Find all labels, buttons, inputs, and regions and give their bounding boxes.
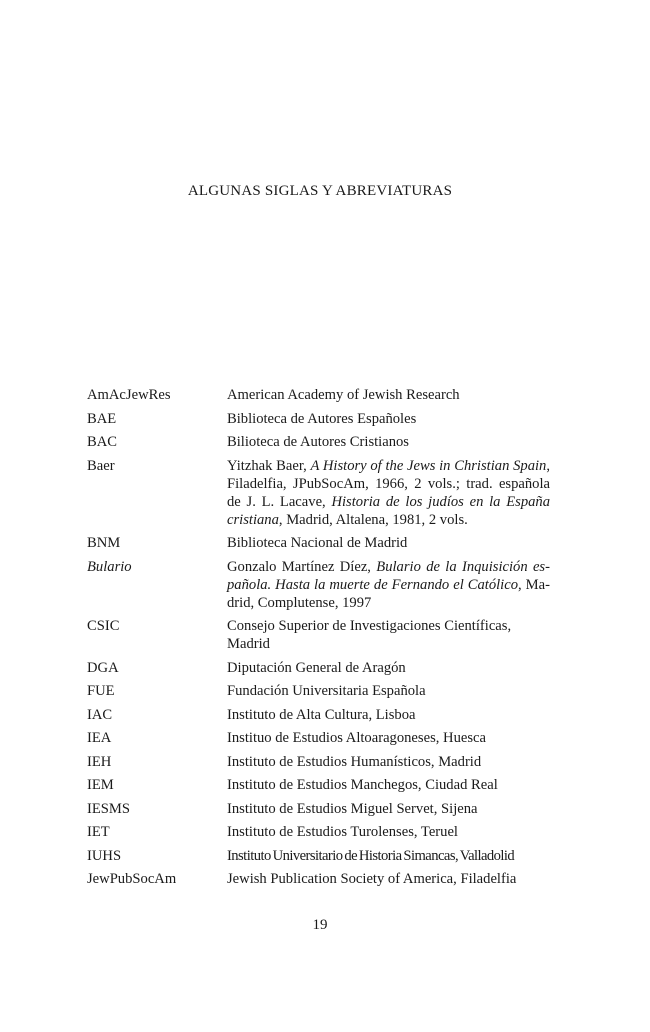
definition: Instituto de Estudios Humanísticos, Madrid <box>227 753 482 770</box>
entry-iesms <box>87 800 552 818</box>
definition: Instituto de Alta Cultura, Lisboa <box>227 706 416 723</box>
definition: Diputación General de Aragón <box>227 659 406 676</box>
entry-iuhs <box>87 847 552 865</box>
definition: Consejo Superior de Investigaciones Científicas, Madrid <box>227 618 512 652</box>
definition-text: Gonzalo Martínez Díez, <box>227 558 377 575</box>
abbreviation: IEM <box>87 777 114 793</box>
book-title: A History of the Jews in Christian Spain <box>310 457 547 474</box>
abbreviation: Baer <box>87 457 115 474</box>
definition <box>227 457 550 529</box>
abbreviation: IEA <box>87 730 112 746</box>
abbreviation: FUE <box>87 683 115 699</box>
book-title: Historia de los judíos en la España cristiana <box>227 493 551 528</box>
definition: Biblioteca Nacional de Madrid <box>227 535 408 551</box>
entry-dga <box>87 659 552 677</box>
entry-baer <box>87 457 552 529</box>
abbreviation: IET <box>87 824 110 840</box>
abbreviation-list <box>87 386 552 894</box>
abbreviation: BAC <box>87 434 118 450</box>
definition: Bilioteca de Autores Cristianos <box>227 434 409 450</box>
definition-text: Yitzhak Baer, <box>227 457 311 474</box>
entry-amacjewres <box>87 386 552 404</box>
abbreviation: IESMS <box>87 800 130 817</box>
entry-bulario <box>87 558 552 612</box>
definition: Instituo de Estudios Altoaragoneses, Huesca <box>227 730 486 746</box>
entry-iac <box>87 706 552 724</box>
definition <box>227 558 550 612</box>
definition-text: , Madrid, Altalena, 1981, 2 vols. <box>278 511 468 528</box>
entry-bae <box>87 410 552 428</box>
abbreviation: DGA <box>87 659 119 676</box>
definition: Fundación Universitaria Española <box>227 683 426 699</box>
abbreviation: IUHS <box>87 847 122 864</box>
abbreviation: CSIC <box>87 618 120 634</box>
entry-fue <box>87 682 552 700</box>
definition: Jewish Publication Society of America, Filadelfia <box>227 871 517 887</box>
definition: Instituto Universitario de Historia Simancas, Valladolid <box>227 847 515 864</box>
page-heading: ALGUNAS SIGLAS Y ABREVIATURAS <box>187 183 453 199</box>
definition-text: , Madrid, Complutense, 1997 <box>227 576 550 611</box>
definition: Instituto de Estudios Manchegos, Ciudad Real <box>227 777 498 793</box>
abbreviation: AmAcJewRes <box>87 387 171 403</box>
abbreviation: BNM <box>87 535 121 551</box>
abbreviation: IEH <box>87 753 112 770</box>
entry-ieh <box>87 753 552 771</box>
abbreviation: IAC <box>87 706 113 723</box>
definition: Biblioteca de Autores Españoles <box>227 410 417 427</box>
entry-iea <box>87 729 552 747</box>
entry-iem <box>87 776 552 794</box>
abbreviation: Bulario <box>87 558 132 575</box>
entry-bac <box>87 433 552 451</box>
definition-text: , Filadelfia, JPubSocAm, 1966, 2 vols.; trad. española de J. L. Lacave, <box>227 457 550 510</box>
book-title: Bulario de la Inquisición española. Hasta la muerte de Fernando el Católico <box>227 558 550 593</box>
abbreviation: BAE <box>87 410 117 427</box>
definition: Instituto de Estudios Miguel Servet, Sijena <box>227 800 478 817</box>
page-number: 19 <box>312 917 328 933</box>
abbreviation: JewPubSocAm <box>87 871 177 887</box>
entry-bnm <box>87 534 552 552</box>
entry-jewpubsocam <box>87 870 552 888</box>
entry-csic <box>87 617 552 653</box>
definition: Instituto de Estudios Turolenses, Teruel <box>227 824 458 840</box>
entry-iet <box>87 823 552 841</box>
definition: American Academy of Jewish Research <box>227 387 460 403</box>
